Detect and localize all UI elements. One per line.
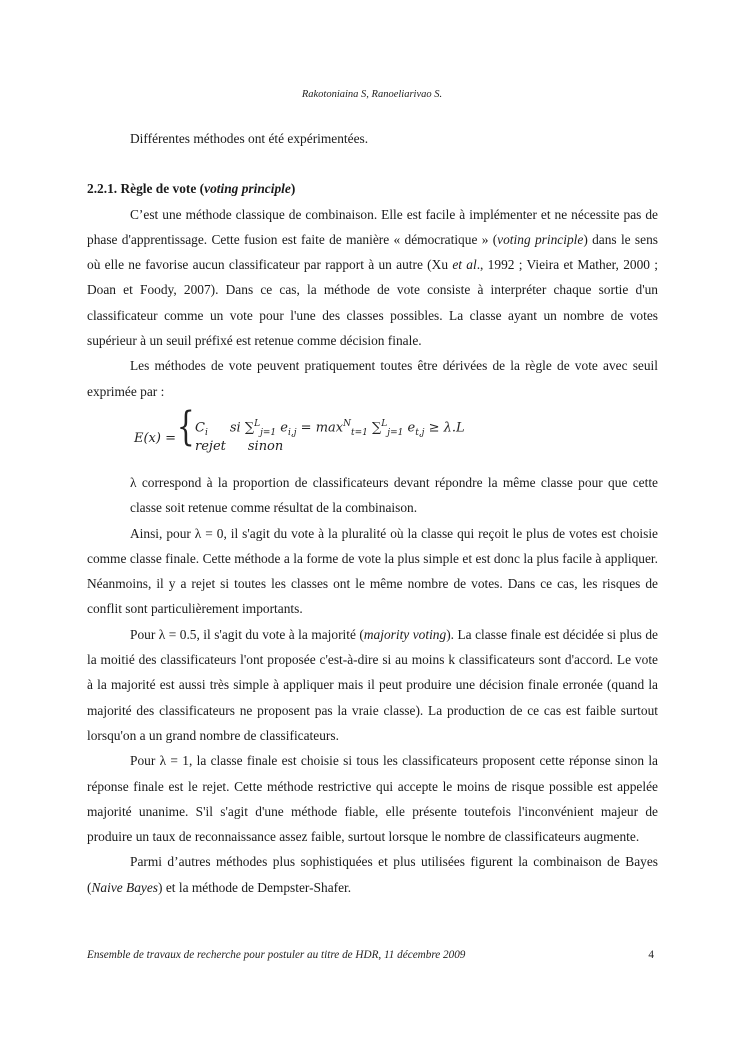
lambda-definition: λ correspond à la proportion de classificateurs devant répondre la même classe pour que cette classe soit retenue comme résultat de la combinaison. xyxy=(130,474,658,516)
equation-lhs: E(x) = xyxy=(134,430,176,446)
equation-case-2 xyxy=(195,434,283,459)
paragraph-other-methods xyxy=(87,849,658,900)
eq-r1-sum1: ∑ xyxy=(244,420,255,436)
eq-r1-max-sup: N xyxy=(343,418,351,429)
footer-text: Ensemble de travaux de recherche pour postuler au titre de HDR, 11 décembre 2009 xyxy=(87,949,466,961)
p1-text-c: ., 1992 ; Vieira et Mather, 2000 ; Doan et Foody, 2007). Dans ce cas, la méthode de vote consiste à interpréter chaque sortie d'un classificateur comme un vote pour l'une des classes possibles. La classe ayant un nombre de votes supérieur à un seuil préfixé est retenue comme décision finale. xyxy=(87,257,658,349)
page-number: 4 xyxy=(648,949,654,961)
eq-r1-e2-sub: t,j xyxy=(415,427,425,438)
page-footer xyxy=(87,949,658,961)
eq-r1-threshold: ≥ λ.L xyxy=(424,420,465,436)
eq-r1-sum2-sub: j=1 xyxy=(387,427,404,438)
equation-brace: { xyxy=(176,403,195,450)
eq-r1-e2: e xyxy=(407,420,416,436)
body-text xyxy=(87,126,658,900)
p1-text-b: ) dans le sens où elle ne favorise aucun classificateur par rapport à un autre (Xu xyxy=(87,231,658,273)
p6-italic-naive-bayes: Naive Bayes xyxy=(91,879,159,895)
paragraph-voting-intro xyxy=(87,202,658,354)
p4-italic-majority-voting: majority voting xyxy=(363,626,447,642)
eq-r1-e1-sub: i,j xyxy=(288,427,297,438)
paragraph-lambda-zero: Ainsi, pour λ = 0, il s'agit du vote à la pluralité où la classe qui reçoit le plus de votes est choisie comme classe finale. Cette méthode a la forme de vote la plus simple et est donc la plus facile à appliquer. Néanmoins, il y a rejet si toutes les classes ont le même nombre de votes. Dans ce cas, les risques de conflit sont particulièrement importants. xyxy=(87,525,658,617)
running-header: Rakotoniaina S, Ranoeliarivao S. xyxy=(301,89,443,100)
eq-r1-sum1-sub: j=1 xyxy=(260,427,277,438)
p6-text-a: Parmi d’autres méthodes plus sophistiquées et plus utilisées figurent la combinaison de Bayes ( xyxy=(87,854,658,895)
section-heading-number-title: 2.2.1. Règle de vote ( xyxy=(87,181,205,197)
vote-rule-equation xyxy=(87,403,658,470)
eq-r1-max: = max xyxy=(296,420,344,436)
intro-paragraph: Différentes méthodes ont été expérimentées. xyxy=(130,131,369,146)
eq-r1-max-sub: t=1 xyxy=(350,427,368,438)
p1-text-a: C’est une méthode classique de combinaison. Elle est facile à implémenter et ne nécessite pas de phase d'apprentissage. Cette fusion est faite de manière « démocratique » ( xyxy=(87,206,658,247)
eq-r1-value-sub: i xyxy=(204,427,208,438)
section-heading-italic: voting principle xyxy=(204,181,291,197)
eq-r2-value: rejet xyxy=(195,438,226,454)
paragraph-lambda-half xyxy=(87,622,658,748)
eq-r2-condition: sinon xyxy=(247,438,284,454)
paragraph-threshold-rule: Les méthodes de vote peuvent pratiquement toutes être dérivées de la règle de vote avec seuil exprimée par : xyxy=(87,358,658,399)
eq-r1-e1: e xyxy=(280,420,288,436)
eq-r1-value: C xyxy=(195,420,205,436)
p1-italic-voting-principle: voting principle xyxy=(497,231,584,247)
paragraph-lambda-one: Pour λ = 1, la classe finale est choisie si tous les classificateurs proposent cette réponse sinon la réponse finale est le rejet. Cette méthode restrictive qui accepte le moins de risque possible est appelée majorité unanime. S'il s'agit d'une méthode fiable, elle présente toutefois l'inconvénient majeur de produire un taux de reconnaissance assez faible, surtout lorsque le nombre de classificateurs augmente. xyxy=(87,753,658,845)
eq-r1-sum1-sup: L xyxy=(254,418,261,429)
p1-italic-et-al: et al xyxy=(452,257,477,273)
p4-text-b: ). La classe finale est décidée si plus de la moitié des classificateurs l'ont proposée c'est-à-dire si au moins k classificateurs sont d'accord. Le vote à la majorité est aussi très simple à appliquer mais il peut produire une décision finale erronée (quand la majorité des classificateurs ne proposent pas la vraie classe). La production de ce cas est faible surtout lorsqu'on a un grand nombre de classificateurs. xyxy=(87,626,658,743)
eq-r1-si: si xyxy=(229,420,241,436)
p6-text-b: ) et la méthode de Dempster-Shafer. xyxy=(158,879,352,895)
section-heading-close: ) xyxy=(290,181,296,197)
section-heading xyxy=(87,176,658,201)
eq-r1-sum2: ∑ xyxy=(372,420,382,436)
p4-text-a: Pour λ = 0.5, il s'agit du vote à la majorité ( xyxy=(130,626,364,642)
eq-r1-sum2-sup: L xyxy=(381,418,388,429)
